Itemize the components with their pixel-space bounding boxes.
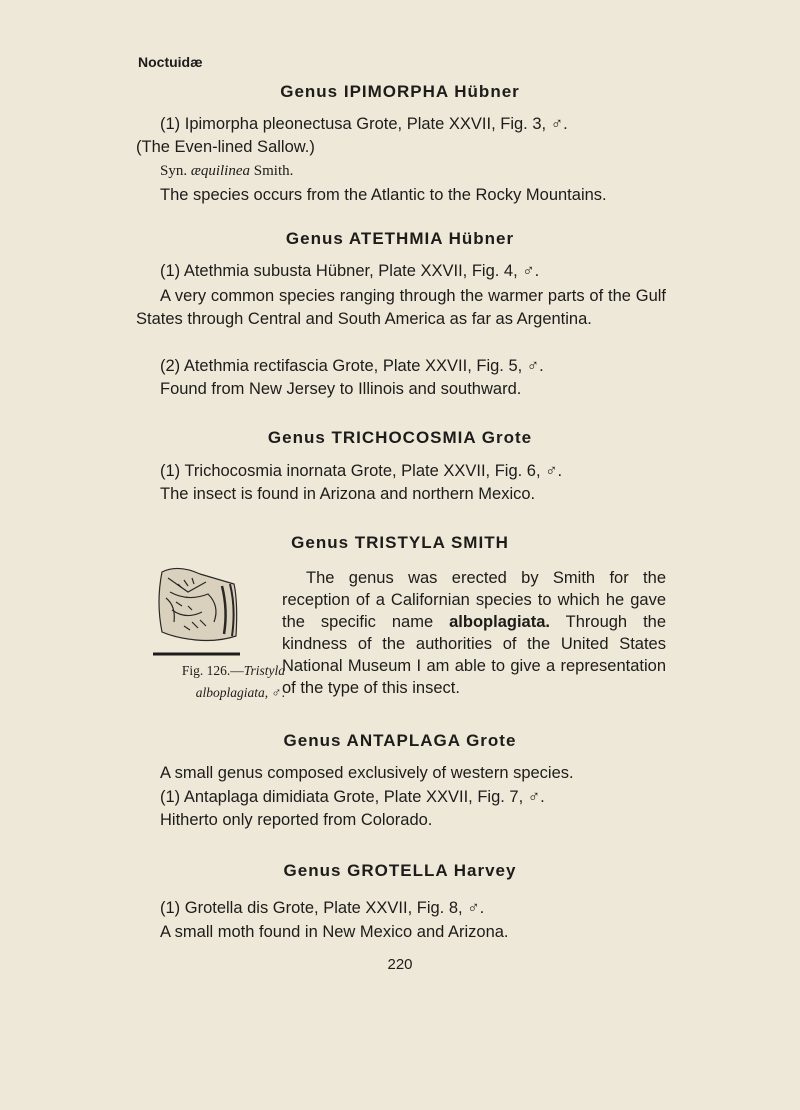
caption-genus: Tristyla [243,663,285,678]
caption-prefix: Fig. 126.— [181,663,244,678]
atethmia-rectifascia-text: Found from New Jersey to Illinois and southward. [160,380,522,398]
ipimorpha-text: The species occurs from the Atlantic to the Rocky Mountains. [160,186,607,204]
species-entry-trichocosmia-inornata: (1) Trichocosmia inornata Grote, Plate XXVII, Fig. 6, ♂. [160,462,563,480]
species-entry-antaplaga-dimidiata: (1) Antaplaga dimidiata Grote, Plate XXVII, Fig. 7, ♂. [160,788,545,806]
tristyla-description [282,567,666,699]
genus-heading-atethmia: Genus ATETHMIA Hübner [285,229,515,248]
species-entry-ipimorpha-pleonectusa: (1) Ipimorpha pleonectusa Grote, Plate XXVII, Fig. 3, ♂. [160,115,568,133]
synonym-line [160,163,293,180]
species-entry-atethmia-rectifascia: (2) Atethmia rectifascia Grote, Plate XXVII, Fig. 5, ♂. [160,357,544,375]
tristyla-species-name: alboplagiata. [449,613,550,631]
grotella-text: A small moth found in New Mexico and Arizona. [160,923,509,941]
genus-heading-ipimorpha: Genus IPIMORPHA Hübner [280,82,520,101]
species-entry-grotella-dis: (1) Grotella dis Grote, Plate XXVII, Fig. 8, ♂. [160,899,485,917]
synonym-name: æquilinea [190,163,251,179]
running-head: Noctuidæ [138,54,203,70]
tristyla-text-after: Through the kindness of the authorities of the United States National Museum I am able to give a representation of the type of this insect. [282,613,667,697]
tristyla-moth-figure [148,562,248,660]
caption-species: alboplagiata [195,685,265,700]
figure-caption [135,660,285,704]
antaplaga-genus-text: A small genus composed exclusively of western species. [160,764,574,782]
genus-heading-tristyla: Genus TRISTYLA SMITH [291,533,509,552]
genus-heading-grotella: Genus GROTELLA Harvey [283,861,517,880]
synonym-author: Smith. [253,163,294,179]
tristyla-text-before: The genus was erected by Smith for the reception of a Californian species to which he gave the specific name [282,569,666,631]
genus-heading-trichocosmia: Genus TRICHOCOSMIA Grote [267,428,533,447]
common-name: (The Even-lined Sallow.) [136,138,315,156]
caption-sex: , ♂. [264,685,285,700]
atethmia-subusta-text: A very common species ranging through the warmer parts of the Gulf States through Central and South America as far as Argentina. [136,287,666,328]
antaplaga-text: Hitherto only reported from Colorado. [160,811,433,829]
synonym-prefix: Syn. [160,163,188,179]
trichocosmia-text: The insect is found in Arizona and northern Mexico. [160,485,536,503]
species-entry-atethmia-subusta: (1) Atethmia subusta Hübner, Plate XXVII, Fig. 4, ♂. [160,262,540,280]
page-number: 220 [387,956,413,973]
genus-heading-antaplaga: Genus ANTAPLAGA Grote [283,731,517,750]
